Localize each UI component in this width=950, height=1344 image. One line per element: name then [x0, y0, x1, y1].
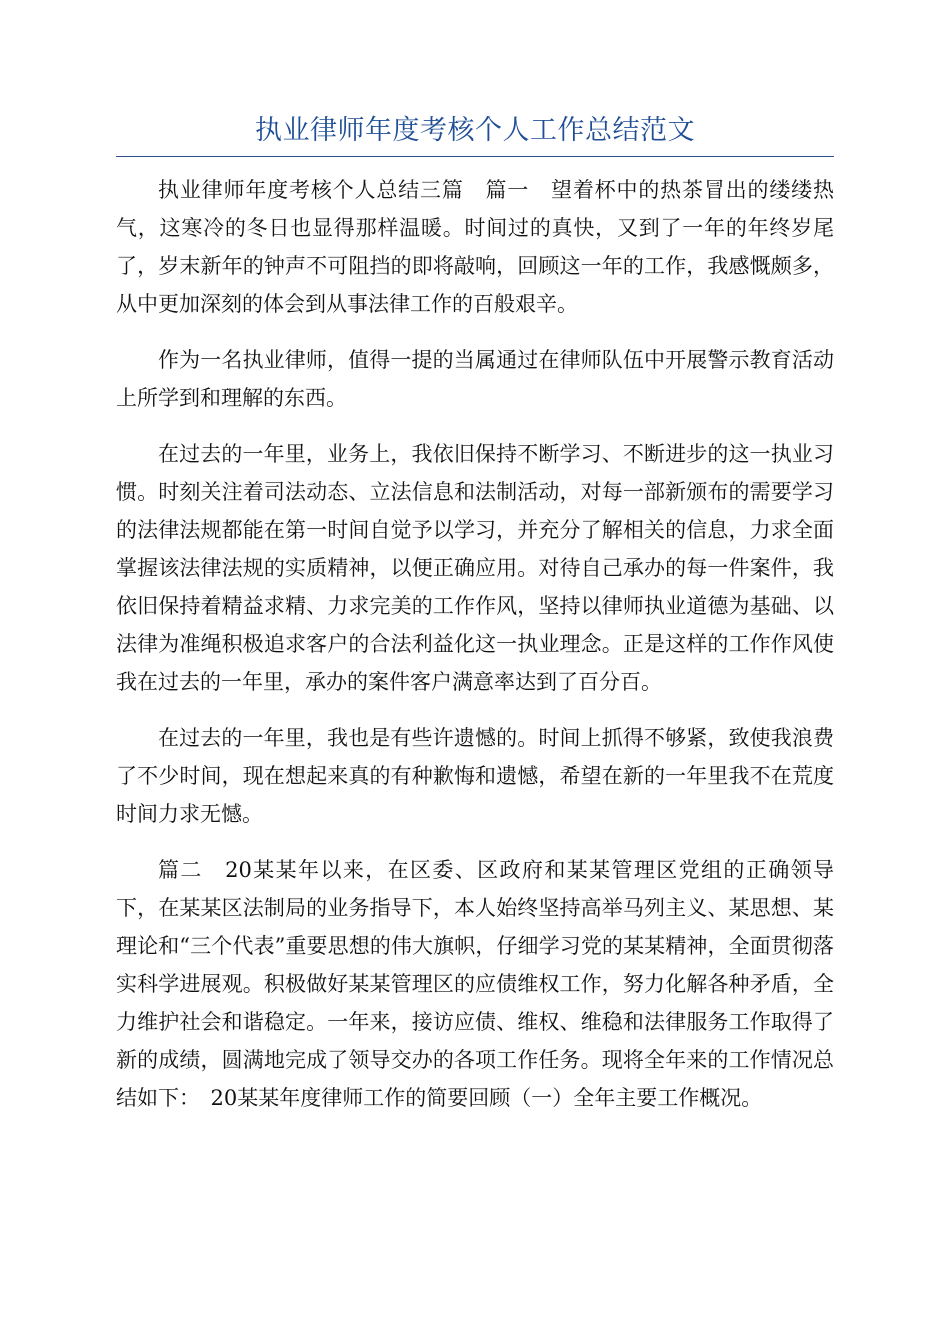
title-block: [116, 112, 834, 157]
document-title: 执业律师年度考核个人工作总结范文: [255, 115, 695, 146]
document-body: [116, 171, 834, 1135]
paragraph-2: 作为一名执业律师，值得一提的当属通过在律师队伍中开展警示教育活动上所学到和理解的东西。: [116, 348, 834, 410]
paragraph-4: 在过去的一年里，我也是有些许遗憾的。时间上抓得不够紧，致使我浪费了不少时间，现在想起来真的有种歉悔和遗憾，希望在新的一年里我不在荒度时间力求无憾。: [116, 726, 834, 826]
paragraph-5: 篇二 20某某年以来，在区委、区政府和某某管理区党组的正确领导下，在某某区法制局的业务指导下，本人始终坚持高举马列主义、某思想、某理论和“三个代表”重要思想的伟大旗帜，仔细学习党的某某精神，全面贯彻落实科学进展观。积极做好某某管理区的应债维权工作，努力化解各种矛盾，全力维护社会和谐稳定。一年来，接访应债、维权、维稳和法律服务工作取得了新的成绩，圆满地完成了领导交办的各项工作任务。现将全年来的工作情况总结如下： 20某某年度律师工作的简要回顾（一）全年主要工作概况。: [116, 858, 834, 1110]
paragraph-3: 在过去的一年里，业务上，我依旧保持不断学习、不断进步的这一执业习惯。时刻关注着司法动态、立法信息和法制活动，对每一部新颁布的需要学习的法律法规都能在第一时间自觉予以学习，并充分了解相关的信息，力求全面掌握该法律法规的实质精神，以便正确应用。对待自己承办的每一件案件，我依旧保持着精益求精、力求完美的工作作风，坚持以律师执业道德为基础、以法律为准绳积极追求客户的合法利益化这一执业理念。正是这样的工作作风使我在过去的一年里，承办的案件客户满意率达到了百分百。: [116, 442, 834, 694]
paragraph-1: 执业律师年度考核个人总结三篇 篇一 望着杯中的热茶冒出的缕缕热气，这寒冷的冬日也显得那样温暖。时间过的真快，又到了一年的年终岁尾了，岁末新年的钟声不可阻挡的即将敲响，回顾这一年的工作，我感慨颇多，从中更加深刻的体会到从事法律工作的百般艰辛。: [116, 178, 834, 316]
